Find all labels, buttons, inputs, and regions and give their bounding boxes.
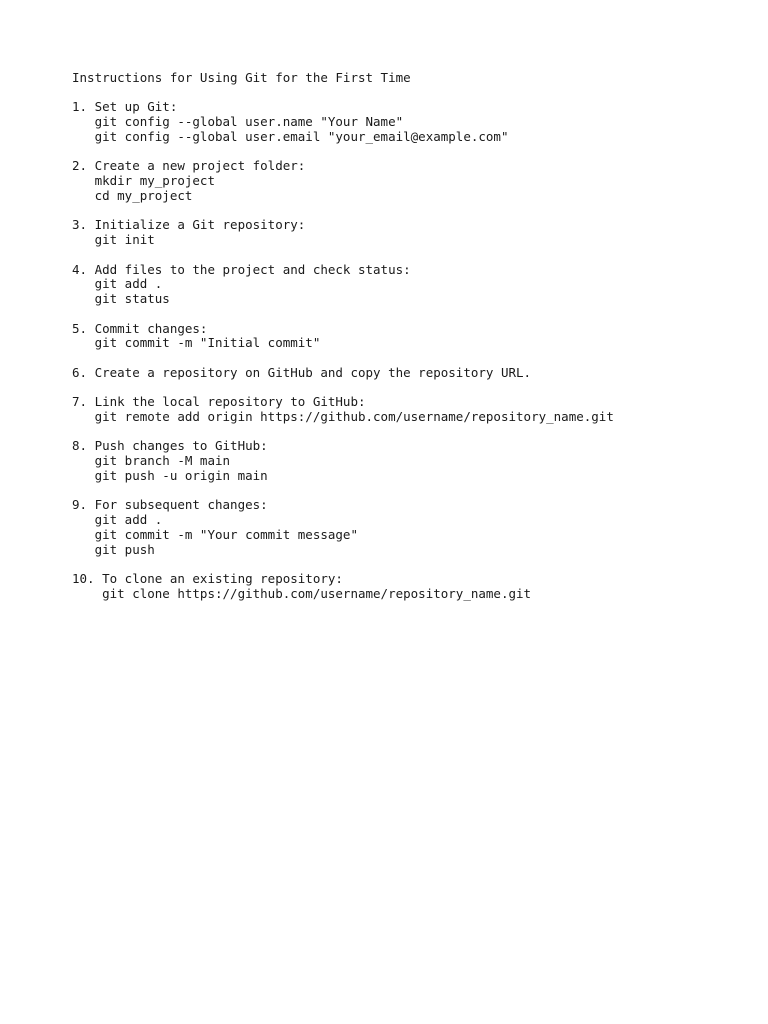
step-command: git remote add origin https://github.com/username/repository_name.git <box>72 408 614 424</box>
step-heading: 3. Initialize a Git repository: <box>72 217 306 233</box>
step-command: git status <box>72 291 170 307</box>
step-command: git add . <box>72 512 163 528</box>
step-9 <box>72 498 752 557</box>
step-heading: 6. Create a repository on GitHub and copy the repository URL. <box>72 364 532 380</box>
step-command: git init <box>72 232 155 248</box>
step-heading: 1. Set up Git: <box>72 99 178 115</box>
step-command: git add . <box>72 276 163 292</box>
step-2 <box>72 159 752 203</box>
step-heading: 9. For subsequent changes: <box>72 497 268 513</box>
step-command: git commit -m "Your commit message" <box>72 526 358 542</box>
step-4 <box>72 263 752 307</box>
step-heading: 8. Push changes to GitHub: <box>72 438 268 454</box>
step-heading: 7. Link the local repository to GitHub: <box>72 394 366 410</box>
document-page <box>72 71 752 616</box>
step-heading: 10. To clone an existing repository: <box>72 571 343 587</box>
step-command: git commit -m "Initial commit" <box>72 335 321 351</box>
step-7 <box>72 395 752 425</box>
step-heading: 2. Create a new project folder: <box>72 158 306 174</box>
step-command: cd my_project <box>72 187 193 203</box>
step-command: git clone https://github.com/username/repository_name.git <box>72 585 532 601</box>
step-3 <box>72 218 752 248</box>
step-heading: 4. Add files to the project and check status: <box>72 261 411 277</box>
step-command: git push <box>72 541 155 557</box>
document-title: Instructions for Using Git for the First Time <box>72 70 411 85</box>
step-command: git push -u origin main <box>72 467 268 483</box>
step-1 <box>72 100 752 144</box>
step-8 <box>72 439 752 483</box>
step-5 <box>72 322 752 352</box>
step-command: git branch -M main <box>72 453 231 469</box>
step-heading: 5. Commit changes: <box>72 320 208 336</box>
step-command: mkdir my_project <box>72 173 215 189</box>
step-6 <box>72 366 752 381</box>
step-command: git config --global user.name "Your Name" <box>72 114 404 130</box>
step-command: git config --global user.email "your_email@example.com" <box>72 128 509 144</box>
step-10 <box>72 572 752 602</box>
